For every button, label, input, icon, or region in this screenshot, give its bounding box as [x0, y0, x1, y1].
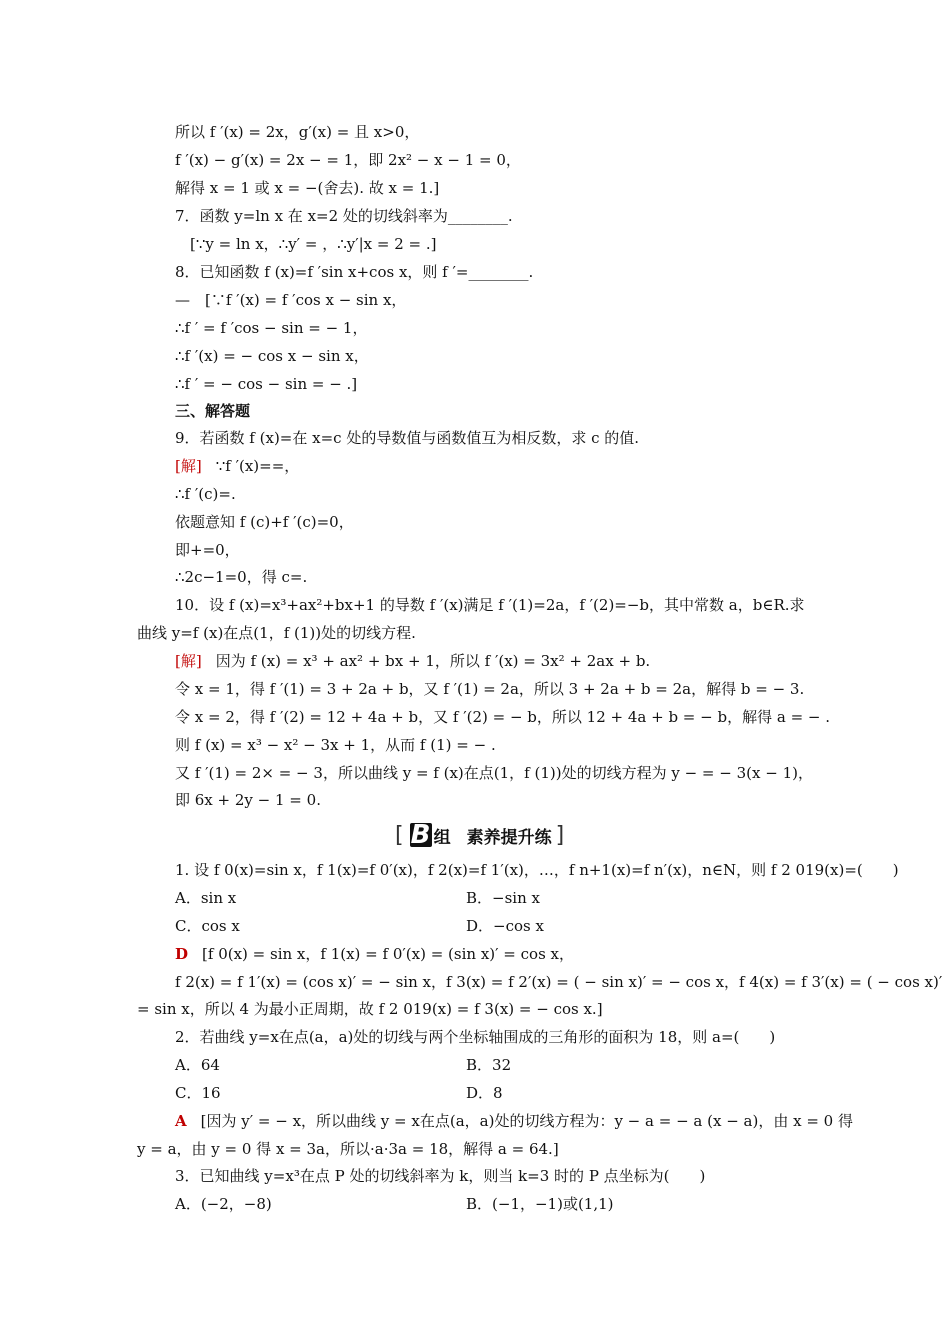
- answer-8: — [∵f ′(x) = f ′cos x − sin x，: [175, 291, 407, 309]
- text-line: 令 x = 2，得 f ′(2) = 12 + 4a + b，又 f ′(2) = − b，所以 12 + 4a + b = − b，解得 a = − .: [175, 708, 831, 726]
- answer-letter: A: [175, 1112, 187, 1130]
- question-b1: 1. 设 f 0(x)=sin x，f 1(x)=f 0′(x)，f 2(x)=f 1′(x)，…，f n+1(x)=f n′(x)，n∈N，则 f 2 019(x)=( ): [175, 861, 899, 879]
- solution-label: [解]: [175, 652, 202, 670]
- text-line: 曲线 y=f (x)在点(1，f (1))处的切线方程.: [137, 624, 416, 642]
- answer-b2: [175, 1111, 853, 1131]
- choice-b: B．(−1，−1)或(1,1): [466, 1195, 614, 1213]
- choice-c: C．cos x: [175, 917, 240, 935]
- text-line: 所以 f ′(x) = 2x，g′(x) = 且 x>0，: [175, 123, 420, 141]
- answer-9: [175, 456, 299, 476]
- text-line: 解得 x = 1 或 x = −(舍去). 故 x = 1.]: [175, 179, 440, 197]
- text-line: 令 x = 1，得 f ′(1) = 3 + 2a + b，又 f ′(1) = 2a，所以 3 + 2a + b = 2a，解得 b = − 3.: [175, 680, 805, 698]
- choice-d: D．−cos x: [466, 917, 544, 935]
- choice-b: B．−sin x: [466, 889, 540, 907]
- section-b-heading: 素养提升练: [466, 827, 552, 848]
- text-line: ∴2c−1=0，得 c=.: [175, 568, 308, 586]
- choice-d: D．8: [466, 1084, 503, 1102]
- text-line: ∵f ′(x)==，: [215, 457, 300, 475]
- text-line: ∴f ′(x) = − cos x − sin x，: [175, 347, 369, 365]
- answer-b1: [175, 944, 574, 964]
- section-heading: 三、解答题: [175, 402, 251, 420]
- choice-c: C．16: [175, 1084, 221, 1102]
- text-line: ∴f ′(c)=.: [175, 485, 236, 503]
- question-b3: 3．已知曲线 y=x³在点 P 处的切线斜率为 k，则当 k=3 时的 P 点坐标为( ): [175, 1167, 706, 1185]
- text-line: 即 6x + 2y − 1 = 0.: [175, 791, 321, 809]
- choice-a: A．sin x: [175, 889, 237, 907]
- question-8: 8．已知函数 f (x)=f ′sin x+cos x，则 f ′=________.: [175, 263, 534, 281]
- bracket-close: ]: [555, 822, 565, 848]
- text-line: ∴f ′ = − cos − sin = − .]: [175, 375, 358, 393]
- text-line: = sin x，所以 4 为最小正周期，故 f 2 019(x) = f 3(x) = − cos x.]: [137, 1000, 603, 1018]
- text-line: 依题意知 f (c)+f ′(c)=0，: [175, 513, 354, 531]
- solution-label: [解]: [175, 457, 202, 475]
- section-b-title: [395, 822, 564, 848]
- question-9: 9．若函数 f (x)=在 x=c 处的导数值与函数值互为相反数，求 c 的值.: [175, 429, 640, 447]
- answer-10: [175, 651, 650, 671]
- text-line: f 2(x) = f 1′(x) = (cos x)′ = − sin x，f 3(x) = f 2′(x) = ( − sin x)′ = − cos x，f 4(x) = f 3′(x) = ( − cos x)′: [175, 973, 943, 991]
- text-line: 则 f (x) = x³ − x² − 3x + 1，从而 f (1) = − .: [175, 736, 496, 754]
- group-label: 组: [433, 827, 451, 848]
- choice-a: A．64: [175, 1056, 220, 1074]
- group-b-badge: B: [410, 820, 431, 850]
- bracket-open: [: [395, 822, 404, 848]
- text-line: 因为 f (x) = x³ + ax² + bx + 1，所以 f ′(x) = 3x² + 2ax + b.: [215, 652, 651, 670]
- question-10: 10．设 f (x)=x³+ax²+bx+1 的导数 f ′(x)满足 f ′(1)=2a，f ′(2)=−b，其中常数 a，b∈R.求: [175, 596, 805, 614]
- text-line: 又 f ′(1) = 2× = − 3，所以曲线 y = f (x)在点(1，f (1))处的切线方程为 y − = − 3(x − 1)，: [175, 764, 813, 782]
- choice-b: B．32: [466, 1056, 512, 1074]
- choice-a: A．(−2，−8): [175, 1195, 272, 1213]
- text-line: f ′(x) − g′(x) = 2x − = 1，即 2x² − x − 1 = 0，: [175, 151, 521, 169]
- question-7: 7．函数 y=ln x 在 x=2 处的切线斜率为________.: [175, 207, 513, 225]
- answer-letter: D: [175, 945, 189, 963]
- text-line: 即+=0，: [175, 541, 240, 559]
- text-line: y = a，由 y = 0 得 x = 3a，所以·a·3a = 18，解得 a = 64.]: [137, 1140, 559, 1158]
- text-line: [因为 y′ = − x，所以曲线 y = x在点(a，a)处的切线方程为：y − a = − a (x − a)，由 x = 0 得: [200, 1112, 853, 1130]
- answer-7: [∵y = ln x，∴y′ = ，∴y′|x = 2 = .]: [190, 235, 437, 253]
- question-b2: 2．若曲线 y=x在点(a，a)处的切线与两个坐标轴围成的三角形的面积为 18，则 a=( ): [175, 1028, 776, 1046]
- text-line: [f 0(x) = sin x，f 1(x) = f 0′(x) = (sin x)′ = cos x，: [202, 945, 575, 963]
- text-line: ∴f ′ = f ′cos − sin = − 1，: [175, 319, 368, 337]
